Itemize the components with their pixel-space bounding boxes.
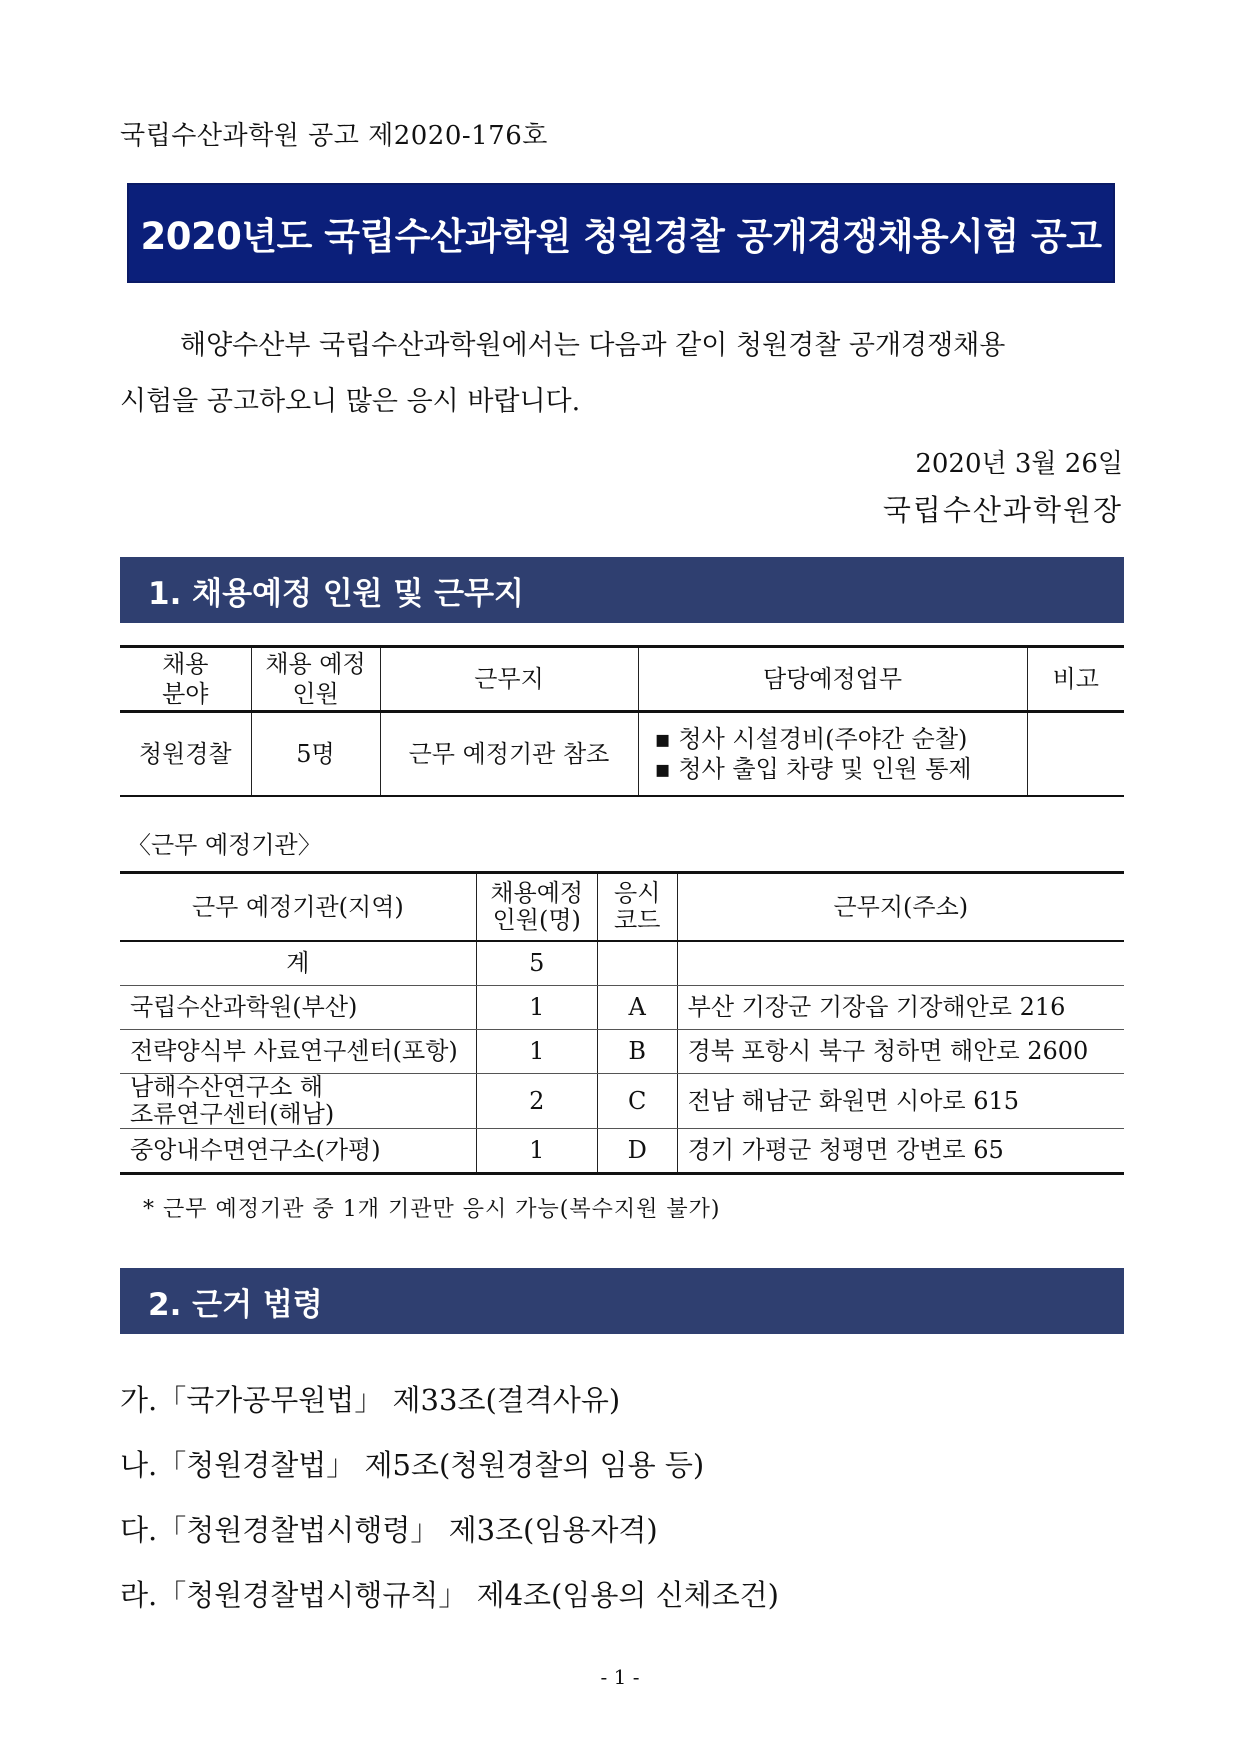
total-row: [120, 941, 1124, 986]
cell-duty: [638, 712, 1027, 797]
footnote: * 근무 예정기관 중 1개 기관만 응시 가능(복수지원 불가): [143, 1197, 721, 1222]
total-code: [597, 941, 677, 986]
header-institution: 근무 예정기관(지역): [120, 873, 476, 942]
institutions-label: 〈근무 예정기관〉: [127, 831, 322, 859]
intro-line-2: 시험을 공고하오니 많은 응시 바랍니다.: [120, 386, 581, 417]
law-item-2: 나.「청원경찰법」 제5조(청원경찰의 임용 등): [120, 1448, 705, 1482]
law-item-1: 가.「국가공무원법」 제33조(결격사유): [120, 1383, 621, 1417]
header-field: [120, 647, 251, 712]
table-row: [120, 1030, 1124, 1074]
section-2-title: 2. 근거 법령: [148, 1286, 323, 1323]
inst-address: 경기 가평군 청평면 강변로 65: [677, 1129, 1124, 1174]
inst-count: 1: [476, 1129, 597, 1174]
inst-code: A: [597, 986, 677, 1030]
section-1-header: [120, 557, 1124, 623]
cell-location: 근무 예정기관 참조: [380, 712, 638, 797]
inst-count: 1: [476, 986, 597, 1030]
header-duty: 담당예정업무: [638, 647, 1027, 712]
header-count-label: 채용 예정인원: [265, 650, 366, 708]
law-item-4: 라.「청원경찰법시행규칙」 제4조(임용의 신체조건): [120, 1578, 780, 1612]
page-number: - 1 -: [600, 1665, 640, 1689]
inst-name: [120, 1074, 476, 1129]
table-row: [120, 986, 1124, 1030]
issuer: 국립수산과학원장: [882, 493, 1123, 527]
section-2-header: [120, 1268, 1124, 1334]
total-address: [677, 941, 1124, 986]
inst-code: D: [597, 1129, 677, 1174]
cell-count: 5명: [251, 712, 380, 797]
table-row: [120, 1129, 1124, 1174]
inst-address: 경북 포항시 북구 청하면 해안로 2600: [677, 1030, 1124, 1074]
cell-field: 청원경찰: [120, 712, 251, 797]
header-count: [251, 647, 380, 712]
recruitment-table: [120, 645, 1124, 797]
duty-item-1: ▪ 청사 시설경비(주야간 순찰): [654, 725, 968, 753]
notice-date: 2020년 3월 26일: [915, 449, 1123, 479]
inst-name: 전략양식부 사료연구센터(포항): [120, 1030, 476, 1074]
law-item-3: 다.「청원경찰법시행령」 제3조(임용자격): [120, 1513, 658, 1547]
institutions-table: [120, 871, 1124, 1175]
inst-name-text: 남해수산연구소 해조류연구센터(해남): [130, 1073, 335, 1128]
header-code-label: 응시 코드: [614, 879, 661, 934]
notice-number: 국립수산과학원 공고 제2020-176호: [120, 121, 548, 151]
header-address: 근무지(주소): [677, 873, 1124, 942]
inst-name: 중앙내수면연구소(가평): [120, 1129, 476, 1174]
table-row: [120, 1074, 1124, 1129]
header-inst-count: [476, 873, 597, 942]
cell-note: [1027, 712, 1124, 797]
recruitment-table-header: [120, 647, 1124, 712]
header-location: 근무지: [380, 647, 638, 712]
inst-code: B: [597, 1030, 677, 1074]
table-row: [120, 712, 1124, 797]
intro-paragraph: [120, 318, 1125, 430]
inst-address: 부산 기장군 기장읍 기장해안로 216: [677, 986, 1124, 1030]
inst-count: 2: [476, 1074, 597, 1129]
inst-code: C: [597, 1074, 677, 1129]
inst-address: 전남 해남군 화원면 시아로 615: [677, 1074, 1124, 1129]
inst-name: 국립수산과학원(부산): [120, 986, 476, 1030]
document-title: [127, 183, 1115, 283]
institutions-table-header: [120, 873, 1124, 942]
section-1-title: 1. 채용예정 인원 및 근무지: [148, 575, 524, 612]
duty-item-2: ▪ 청사 출입 차량 및 인원 통제: [654, 755, 972, 783]
intro-line-1: 해양수산부 국립수산과학원에서는 다음과 같이 청원경찰 공개경쟁채용: [180, 330, 1006, 361]
document-title-text: 2020년도 국립수산과학원 청원경찰 공개경쟁채용시험 공고: [140, 215, 1102, 258]
total-count: 5: [476, 941, 597, 986]
header-inst-count-label: 채용예정 인원(명): [490, 879, 584, 934]
total-label: 계: [120, 941, 476, 986]
header-note: 비고: [1027, 647, 1124, 712]
inst-count: 1: [476, 1030, 597, 1074]
header-field-label: 채용 분야: [162, 650, 209, 708]
header-code: [597, 873, 677, 942]
